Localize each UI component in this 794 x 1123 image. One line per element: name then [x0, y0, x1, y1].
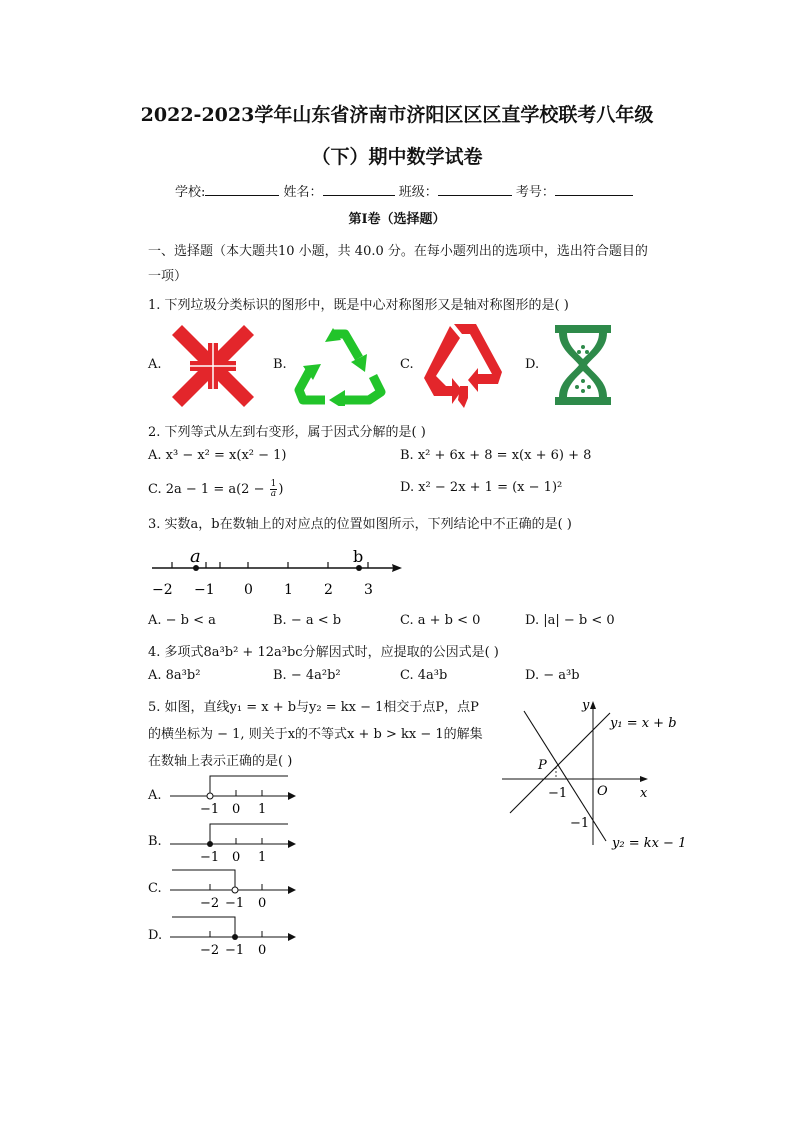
q1-label-a: A.	[148, 357, 162, 372]
point-a-label: a	[190, 546, 201, 567]
q2-stem: 2. 下列等式从左到右变形，属于因式分解的是( )	[148, 425, 426, 440]
origin-label: O	[597, 784, 608, 799]
q1-stem: 1. 下列垃圾分类标识的图形中，既是中心对称图形又是轴对称图形的是( )	[148, 298, 569, 313]
q5-stem-line3: 在数轴上表示正确的是( )	[148, 754, 293, 769]
red-arrows-inward-icon	[170, 323, 256, 409]
tick-label: −2	[200, 896, 220, 911]
q5-coordinate-graph	[498, 695, 688, 855]
q1-label-b: B.	[273, 357, 287, 372]
tick-label: 1	[258, 850, 267, 865]
tick-label: 0	[258, 943, 267, 958]
tick-label: 1	[258, 802, 267, 817]
q5-label-a: A.	[148, 788, 162, 803]
point-p-label: P	[538, 758, 547, 773]
q3-stem: 3. 实数a，b在数轴上的对应点的位置如图所示，下列结论中不正确的是( )	[148, 517, 572, 532]
exam-no-label: 考号：	[515, 185, 555, 200]
q5-option-a-number-line	[168, 772, 300, 818]
tick-label: −1	[200, 802, 220, 817]
section-heading-line2: 一项）	[148, 269, 188, 284]
volume-heading: 第I卷（选择题）	[348, 212, 446, 227]
q2-option-a: A. x³ − x² = x(x² − 1)	[148, 448, 287, 463]
school-label: 学校:	[175, 185, 206, 200]
red-recycle-arrows-icon	[422, 322, 504, 410]
fraction	[270, 480, 278, 499]
tick-label: −1	[225, 896, 245, 911]
q1-label-d: D.	[525, 357, 540, 372]
q5-label-b: B.	[148, 834, 162, 849]
q3-number-line	[150, 544, 405, 600]
green-hourglass-icon	[551, 323, 615, 407]
q2-option-b: B. x² + 6x + 8 = x(x + 6) + 8	[400, 448, 592, 463]
green-recycle-triangle-icon	[293, 324, 387, 406]
q5-option-c-number-line	[168, 866, 300, 912]
tick-label: −2	[152, 582, 173, 598]
q3-option-d: D. |a| − b < 0	[525, 613, 615, 628]
info-fields	[175, 181, 633, 200]
tick-label: 0	[258, 896, 267, 911]
q3-option-a: A. − b < a	[148, 613, 216, 628]
tick-label: 0	[244, 582, 253, 598]
tick-label: −1	[200, 850, 220, 865]
line1-label: y₁ = x + b	[610, 716, 677, 731]
q5-option-b-number-line	[168, 820, 300, 866]
x-axis-label: x	[640, 786, 648, 801]
q5-label-c: C.	[148, 881, 162, 896]
tick-label: 3	[364, 582, 373, 598]
q2-option-c-text: C. 2a − 1 = a(2 −	[148, 482, 269, 497]
y-axis-label: y	[582, 698, 590, 713]
page-title-line1: 2022-2023学年山东省济南市济阳区区区直学校联考八年级	[140, 104, 654, 126]
fraction-denominator: a	[270, 489, 277, 499]
q5-label-d: D.	[148, 928, 163, 943]
tick-label: 2	[324, 582, 333, 598]
q1-label-c: C.	[400, 357, 414, 372]
exam-no-blank[interactable]	[555, 183, 633, 196]
point-b-label: b	[353, 547, 364, 566]
q5-stem-line2: 的横坐标为 − 1, 则关于x的不等式x + b > kx − 1的解集	[148, 727, 483, 742]
tick-label: 1	[284, 582, 293, 598]
class-label: 班级：	[398, 185, 438, 200]
fraction-numerator: 1	[270, 479, 277, 489]
line-y2	[524, 711, 606, 841]
x-tick-label: −1	[548, 786, 568, 801]
section-heading-line1: 一、选择题（本大题共10 小题，共 40.0 分。在每小题列出的选项中，选出符合题目的	[148, 244, 648, 259]
q2-option-c	[148, 480, 283, 499]
q3-option-c: C. a + b < 0	[400, 613, 481, 628]
q4-option-c: C. 4a³b	[400, 668, 448, 683]
tick-label: 0	[232, 802, 241, 817]
school-blank[interactable]	[205, 183, 279, 196]
line2-label: y₂ = kx − 1	[612, 836, 687, 851]
page-title-line2: （下）期中数学试卷	[311, 146, 483, 168]
q5-stem-line1: 5. 如图，直线y₁ = x + b与y₂ = kx − 1相交于点P，点P	[148, 700, 479, 715]
name-label: 姓名：	[283, 185, 323, 200]
q5-option-d-number-line	[168, 913, 300, 959]
tick-label: 0	[232, 850, 241, 865]
q4-stem: 4. 多项式8a³b² + 12a³bc分解因式时，应提取的公因式是( )	[148, 645, 499, 660]
tick-label: −2	[200, 943, 220, 958]
q2-option-d: D. x² − 2x + 1 = (x − 1)²	[400, 480, 563, 495]
q4-option-b: B. − 4a²b²	[273, 668, 341, 683]
q4-option-d: D. − a³b	[525, 668, 580, 683]
q3-option-b: B. − a < b	[273, 613, 342, 628]
class-blank[interactable]	[438, 183, 512, 196]
tick-label: −1	[194, 582, 215, 598]
q2-option-c-close: )	[278, 482, 284, 497]
y-tick-label: −1	[570, 816, 590, 831]
tick-label: −1	[225, 943, 245, 958]
name-blank[interactable]	[323, 183, 395, 196]
q4-option-a: A. 8a³b²	[148, 668, 201, 683]
